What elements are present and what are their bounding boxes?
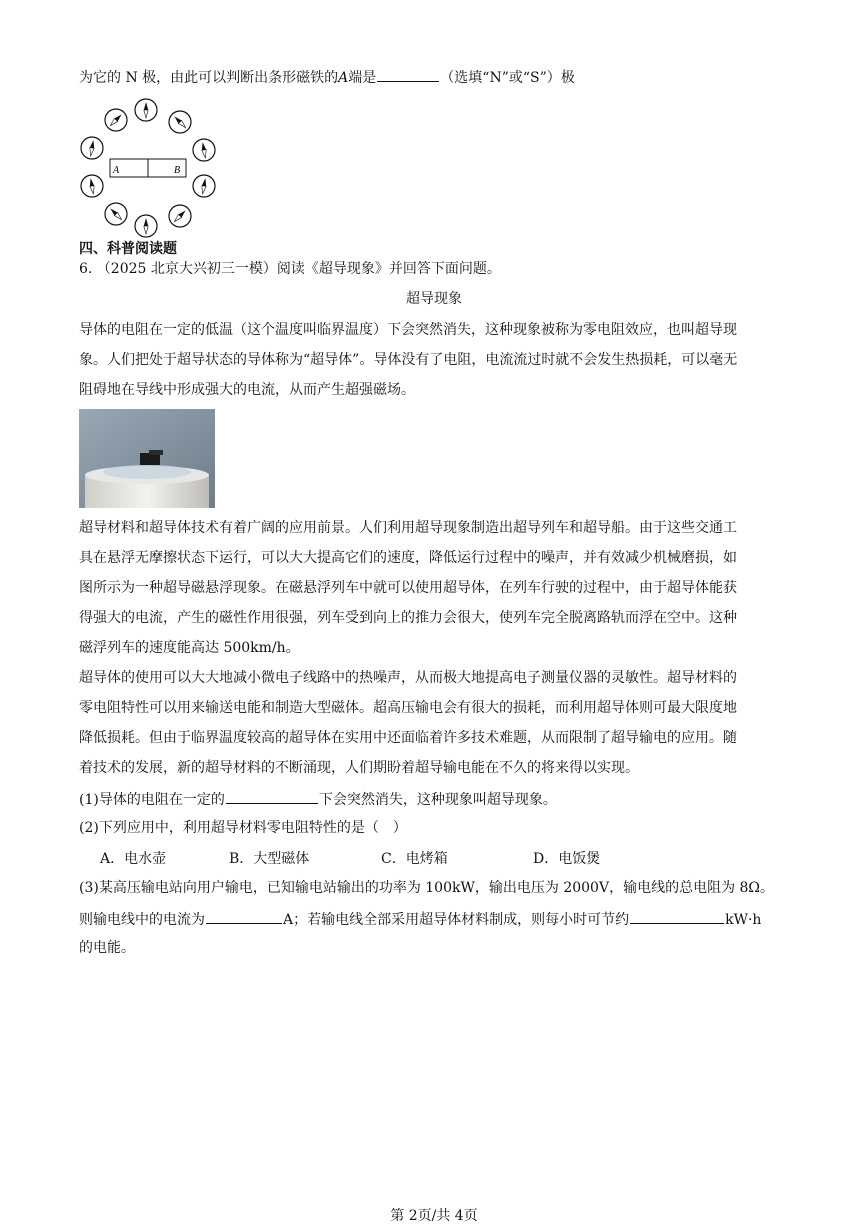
para3-line: 超导体的使用可以大大地减小微电子线路中的热噪声，从而极大地提高电子测量仪器的灵敏性。超导材料的 [79, 670, 737, 686]
sub1-line [79, 788, 557, 810]
q5-italic-a: A [338, 70, 349, 86]
q6-intro: 6. （2025 北京大兴初三一模）阅读《超导现象》并回答下面问题。 [79, 261, 501, 277]
article-title: 超导现象 [406, 291, 462, 307]
para2-line: 超导材料和超导体技术有着广阔的应用前景。人们利用超导现象制造出超导列车和超导船。由于这些交通工 [79, 520, 737, 536]
sub3-line2 [79, 908, 761, 930]
sub3-current-blank[interactable] [206, 908, 282, 924]
option-b[interactable]: B．大型磁体 [229, 851, 310, 867]
q5-line [79, 66, 575, 88]
sub3-line3: 的电能。 [79, 940, 135, 956]
magnet-label-a: A [113, 165, 120, 176]
sub3-unit: kW·h [725, 912, 762, 928]
q5-text-end: （选填“N”或“S”）极 [440, 70, 575, 86]
magnet-label-b: B [174, 165, 181, 176]
sub1-post: 下会突然消失，这种现象叫超导现象。 [318, 792, 557, 808]
sub1-pre: (1)导体的电阻在一定的 [79, 792, 225, 808]
para3-line: 零电阻特性可以用来输送电能和制造大型磁体。超高压输电会有很大的损耗，而利用超导体则可最大限度地 [79, 700, 737, 716]
para1-line: 阻碍地在导线中形成强大的电流，从而产生超强磁场。 [79, 382, 415, 398]
page-footer: 第 2页/共 4页 [390, 1208, 478, 1224]
sub3-energy-blank[interactable] [630, 908, 724, 924]
sub2-stem: (2)下列应用中，利用超导材料零电阻特性的是（ ） [79, 820, 407, 836]
para1-line: 导体的电阻在一定的低温（这个温度叫临界温度）下会突然消失，这种现象被称为零电阻效应，也叫超导现 [79, 322, 737, 338]
compass-magnet-figure [76, 98, 218, 238]
sub3-mid: A；若输电线全部采用超导体材料制成，则每小时可节约 [283, 912, 630, 928]
para2-line: 具在悬浮无摩擦状态下运行，可以大大提高它们的速度，降低运行过程中的噪声，并有效减少机械磨损，如 [79, 550, 737, 566]
compass-icon [135, 99, 157, 121]
compass-icon [135, 215, 157, 237]
option-a[interactable]: A．电水壶 [100, 851, 167, 867]
sub1-answer-blank[interactable] [226, 788, 318, 804]
compass-icon [169, 111, 191, 133]
compass-icon [81, 137, 103, 159]
para2-line: 磁浮列车的速度能高达 500km/h。 [79, 640, 300, 656]
compass-icon [193, 139, 215, 161]
para3-line: 着技术的发展，新的超导材料的不断涌现，人们期盼着超导输电能在不久的将来得以实现。 [79, 760, 639, 776]
compass-icon [105, 109, 127, 131]
q5-text-post: 端是 [348, 70, 377, 86]
q5-text-pre: 为它的 N 极，由此可以判断出条形磁铁的 [79, 70, 339, 86]
option-d[interactable]: D．电饭煲 [533, 851, 601, 867]
para2-line: 图所示为一种超导磁悬浮现象。在磁悬浮列车中就可以使用超导体，在列车行驶的过程中，由于超导体能获 [79, 580, 737, 596]
para1-line: 象。人们把处于超导状态的导体称为“超导体”。导体没有了电阻，电流流过时就不会发生热损耗，可以毫无 [79, 352, 738, 368]
compass-icon [193, 175, 215, 197]
compass-icon [169, 205, 191, 227]
levitation-photo [79, 409, 215, 508]
q5-answer-blank[interactable] [377, 66, 439, 82]
compass-icon [105, 203, 127, 225]
sub3-line1: (3)某高压输电站向用户输电，已知输电站输出的功率为 100kW，输出电压为 2000V，输电线的总电阻为 8Ω。 [79, 880, 775, 896]
compass-icon [81, 175, 103, 197]
sub3-pre: 则输电线中的电流为 [79, 912, 205, 928]
para3-line: 降低损耗。但由于临界温度较高的超导体在实用中还面临着许多技术难题，从而限制了超导输电的应用。随 [79, 730, 737, 746]
section-heading: 四、科普阅读题 [79, 241, 177, 257]
para2-line: 得强大的电流，产生的磁性作用很强，列车受到向上的推力会很大，使列车完全脱离路轨而浮在空中。这种 [79, 610, 737, 626]
option-c[interactable]: C．电烤箱 [381, 851, 448, 867]
